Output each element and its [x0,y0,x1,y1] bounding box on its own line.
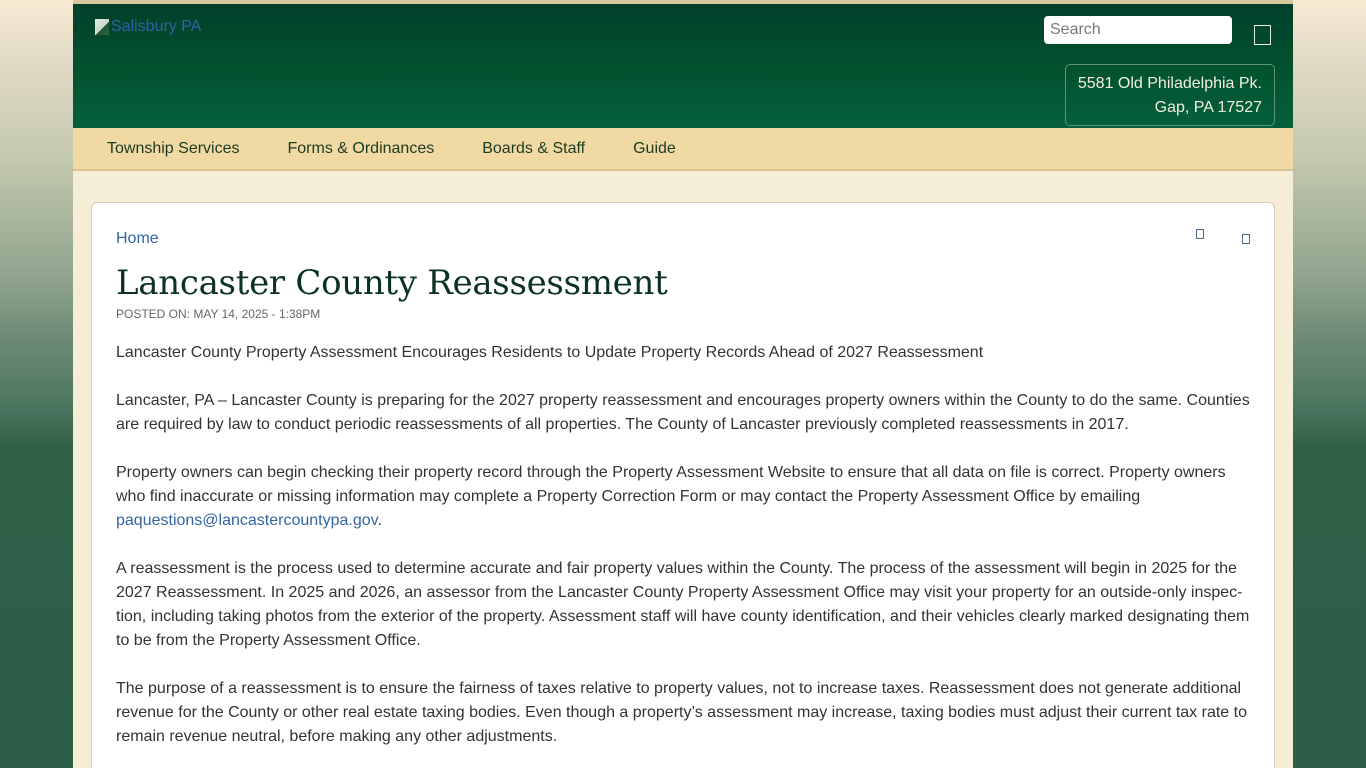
nav-item-township-services[interactable]: Township Services [107,139,240,157]
share-icon[interactable] [1242,234,1250,244]
article-paragraph: A reassessment is the process used to determine accurate and fair property values within the County. The process of the assessment will begin in 2025 for the 2027 Reassessment. In 2025 and 2026, an assessor from the Lancaster County Property Assessment Office may visit your property for an outside-only inspection, including taking photos from the exterior of the property. Assessment staff will have county identification, and their vehicles clearly marked designating them to be from the Property Assessment Office. [116,560,1250,649]
breadcrumb-home[interactable]: Home [116,230,159,247]
site-header [73,4,1293,128]
nav-item-guide[interactable]: Guide [633,139,676,157]
search-input[interactable] [1044,16,1232,44]
menu-toggle-icon[interactable] [1254,25,1271,45]
address-line-1: 5581 Old Philadelphia Pk. [1077,75,1262,92]
search-form [1044,16,1232,44]
article-paragraph: Lancaster County Property Assessment Encourages Residents to Update Property Records Ahead of 2027 Reassessment [116,344,984,361]
address-box [1065,64,1275,126]
nav-item-boards-staff[interactable]: Boards & Staff [482,139,586,157]
logo-alt-text: Salisbury PA [111,18,202,35]
nav-item-forms-ordinances[interactable]: Forms & Ordinances [287,139,435,157]
page-container [73,0,1293,768]
broken-image-icon [95,19,109,35]
posted-date: POSTED ON: MAY 14, 2025 - 1:38PM [116,307,321,321]
main-nav [73,128,1293,171]
email-suffix: . [377,512,382,529]
article-body [116,341,1256,768]
email-link[interactable]: paquestions@lancastercountypa.gov [116,512,378,529]
address-line-2: Gap, PA 17527 [1154,99,1262,116]
paragraph-text: Property owners can begin checking their property record through the Property Assessment Website to ensure that all data on file is correct. Property owners who find inaccurate or missing information may complete a Property Correction Form or may contact the Property Assessment Office by emailing [116,464,1226,505]
article-actions [1196,229,1250,244]
article-paragraph [116,461,1256,533]
print-icon[interactable] [1196,229,1204,239]
site-logo-link[interactable] [95,18,201,36]
page-title: Lancaster County Reassessment [116,263,668,303]
article-paragraph: Lancaster, PA – Lancaster County is preparing for the 2027 property reassessment and encourages property owners within the County to do the same. Counties are required by law to conduct periodic reassessments of all properties. The County of Lancaster previously completed reassessments in 2017. [116,392,1250,433]
article-paragraph: The purpose of a reassessment is to ensure the fairness of taxes relative to property values, not to increase taxes. Reassessment does not generate additional revenue for the County or other real estate taxing bodies. Even though a property’s assessment may increase, taxing bodies must adjust their current tax rate to remain revenue neutral, before making any other adjustments. [116,680,1247,745]
article-card [91,202,1275,768]
